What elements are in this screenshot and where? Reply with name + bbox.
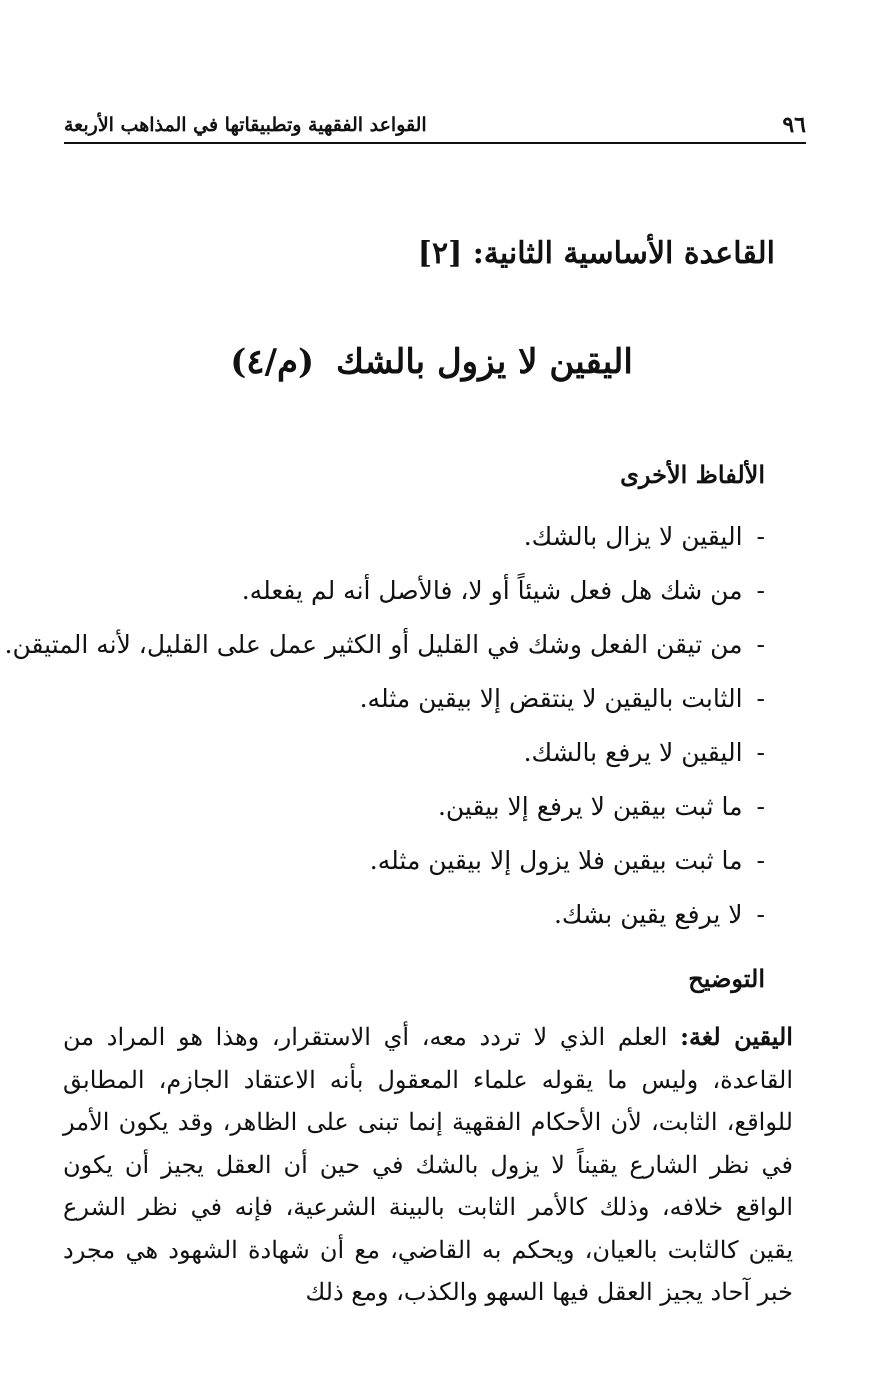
list-item-text: الثابت باليقين لا ينتقض إلا بيقين مثله.: [359, 684, 743, 713]
header-divider: [64, 142, 806, 144]
list-item: [65, 834, 765, 888]
list-bullet: -: [756, 846, 765, 875]
list-item: [65, 672, 765, 726]
rule-heading: القاعدة الأساسية الثانية: [٢]: [417, 236, 775, 271]
list-bullet: -: [756, 738, 765, 767]
explanation-heading: التوضيح: [688, 964, 765, 993]
list-bullet: -: [756, 576, 765, 605]
explanation-body: العلم الذي لا تردد معه، أي الاستقرار، وهذا هو المراد من القاعدة، وليس ما يقوله علماء المعقول بأنه الاعتقاد الجازم، المطابق للواقع، الثابت، لأن الأحكام الفقهية إنما تبنى على الظاهر، وقد يكون الأمر في نظر الشارع يقيناً لا يزول بالشك في حين أن العقل يجيز أن يكون الواقع خلافه، وذلك كالأمر الثابت بالبينة الشرعية، فإنه في نظر الشرع يقين كالثابت بالعيان، ويحكم به القاضي، مع أن شهادة الشهود هي مجرد خبر آحاد يجيز العقل فيها السهو والكذب، ومع ذلك: [63, 1023, 793, 1306]
other-words-list: [4, 510, 765, 942]
list-item-text: ما ثبت بيقين لا يرفع إلا بيقين.: [437, 792, 743, 821]
page-number: ٩٦: [782, 112, 806, 138]
list-item: [65, 726, 765, 780]
explanation-lead-term: اليقين لغة:: [680, 1022, 793, 1051]
list-item-text: من شك هل فعل شيئاً أو لا، فالأصل أنه لم يفعله.: [241, 576, 743, 605]
list-bullet: -: [756, 900, 765, 929]
list-item-text: من تيقن الفعل وشك في القليل أو الكثير عمل على القليل، لأنه المتيقن.: [4, 630, 743, 659]
list-item: [65, 510, 765, 564]
list-item: [65, 888, 765, 942]
explanation-paragraph: [63, 1016, 793, 1314]
list-item-text: ما ثبت بيقين فلا يزول إلا بيقين مثله.: [369, 846, 743, 875]
list-item-text: اليقين لا يزال بالشك.: [523, 522, 743, 551]
list-item: [4, 618, 765, 672]
book-title: القواعد الفقهية وتطبيقاتها في المذاهب الأربعة: [64, 114, 427, 136]
other-words-heading: الألفاظ الأخرى: [620, 460, 765, 489]
maxim-text: اليقين لا يزول بالشك: [335, 342, 633, 382]
list-bullet: -: [756, 684, 765, 713]
maxim-reference: (م/٤): [230, 342, 315, 382]
list-bullet: -: [756, 792, 765, 821]
list-item: [65, 780, 765, 834]
list-item-text: اليقين لا يرفع بالشك.: [523, 738, 743, 767]
running-header: [64, 104, 806, 140]
list-item: [65, 564, 765, 618]
list-item-text: لا يرفع يقين بشك.: [553, 900, 743, 929]
list-bullet: -: [756, 522, 765, 551]
maxim-title: [0, 342, 873, 382]
list-bullet: -: [756, 630, 765, 659]
